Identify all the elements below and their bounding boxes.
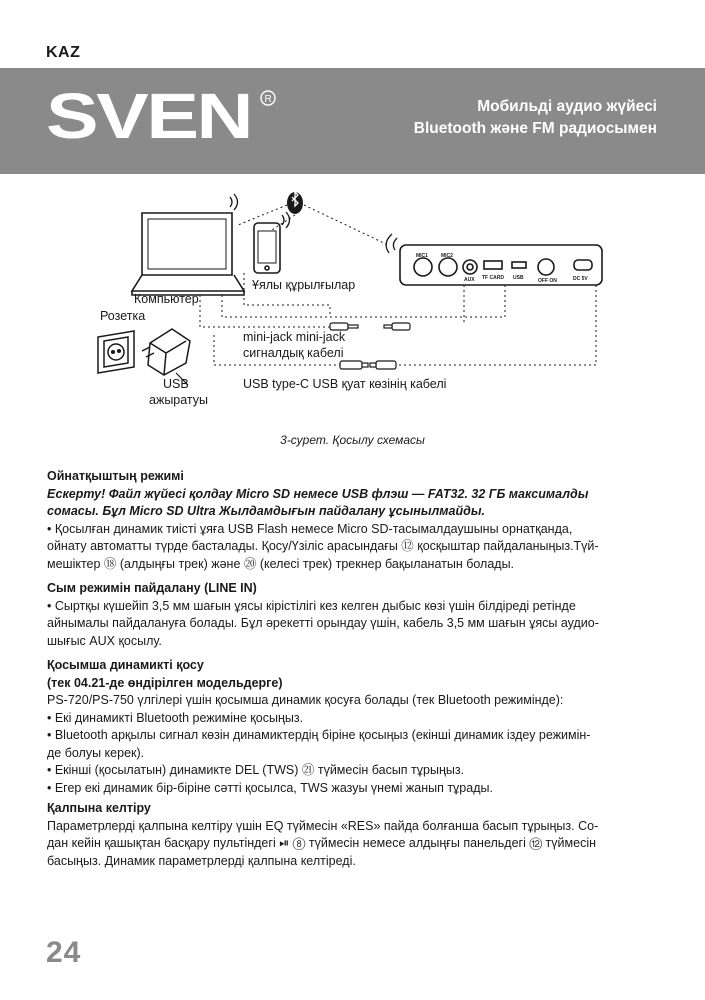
section-heading: Қалпына келтіру — [47, 801, 151, 815]
section-heading: Сым режимін пайдалану (LINE IN) — [47, 581, 257, 595]
wall-socket-icon — [98, 331, 134, 373]
svg-text:R: R — [264, 94, 272, 105]
port-label: DC 5V — [573, 276, 588, 282]
port-label: USB — [513, 275, 524, 281]
usb-cable-label: USB type-C USB қуат көзінің кабелі — [243, 377, 447, 391]
section-heading: Қосымша динамикті қосу — [47, 658, 204, 672]
body-text: шығыс AUX қосылу. — [47, 633, 162, 648]
computer-label: Компьютер — [134, 292, 199, 306]
body-text: • Егер екі динамик бір-біріне сәтті қосылса, TWS жазуы үнемі жанып тұрады. — [47, 780, 493, 795]
product-title — [414, 96, 657, 140]
section-linein — [47, 580, 657, 650]
section-subheading: (тек 04.21-де өндірілген модельдерге) — [47, 675, 283, 690]
port-label: MIC1 — [416, 253, 428, 259]
port-label: MIC2 — [441, 253, 453, 259]
bluetooth-icon — [287, 192, 303, 214]
port-label: AUX — [464, 277, 475, 283]
figure-caption: 3-сурет. Қосылу схемасы — [280, 433, 425, 447]
product-title-line1: Мобильді аудио жүйесі — [477, 98, 657, 115]
header-banner — [0, 68, 705, 174]
minijack-cable-icon — [330, 323, 410, 330]
section-reset — [47, 800, 657, 870]
warning-text: сомасы. Бұл Micro SD Ultra Жылдамдығын пайдалану ұсынылмайды. — [47, 504, 485, 518]
port-label: OFF ON — [538, 278, 557, 284]
section-player — [47, 468, 657, 573]
usb-cable-icon — [340, 361, 396, 369]
section-heading: Ойнатқыштың режимі — [47, 469, 184, 483]
body-text: • Екінші (қосылатын) динамикте DEL (TWS) ㉑ түймесін басып тұрыңыз. — [47, 763, 465, 777]
body-text: ойнату автоматты түрде басталады. Қосу/Үзіліс арасындағы ⑫ қосқыштар пайдаланыңыз.Түй- — [47, 539, 599, 553]
minijack-label-line1: mini-jack mini-jack — [243, 330, 346, 344]
product-title-line2: Bluetooth және FM радиосымен — [413, 120, 657, 137]
body-text: PS-720/PS-750 үлгілері үшін қосымша динамик қосуға болады (тек Bluetooth режимінде): — [47, 693, 564, 707]
body-text: • Екі динамикті Bluetooth режиміне қосыңыз. — [47, 710, 304, 725]
page-number: 24 — [46, 936, 82, 969]
usb-adapter-icon — [142, 329, 190, 375]
usb-adapter-label-line1: USB — [163, 377, 189, 391]
mobile-devices-label: Ұялы құрылғылар — [252, 278, 356, 292]
usb-adapter-label-line2: ажыратуы — [149, 393, 209, 407]
body-text: • Сыртқы күшейіп 3,5 мм шағын ұясы кірістілігі кез келген дыбыс көзі үшін білдіреді ретінде — [47, 598, 576, 613]
wifi-signal-icon — [230, 194, 238, 210]
language-code: KAZ — [46, 44, 81, 61]
body-text: Параметрлерді қалпына келтіру үшін EQ түймесін «RES» пайда болғанша басып тұрыңыз. Со- — [47, 818, 599, 833]
laptop-icon — [132, 213, 244, 295]
port-label: TF CARD — [482, 275, 504, 281]
socket-label: Розетка — [100, 309, 146, 323]
svg-text:SVEN: SVEN — [46, 86, 251, 146]
section-extra-speaker — [47, 657, 657, 797]
body-text: де болуы керек). — [47, 745, 145, 760]
phone-icon — [254, 223, 280, 273]
body-text: айнымалы пайдалануға болады. Бұл әрекетті орындау үшін, кабель 3,5 мм шағын ұясы аудио- — [47, 616, 599, 630]
sven-logo — [44, 86, 279, 146]
body-text: • Қосылған динамик тиісті ұяға USB Flash немесе Micro SD-тасымалдаушыны орнатқанда, — [47, 521, 573, 536]
connection-diagram — [0, 185, 705, 420]
body-text: дан кейін қашықтан басқару пультіндегі ⏯ ⑧ түймесін немесе алдыңғы панельдегі ⑫ түймесін — [47, 836, 596, 850]
minijack-label-line2: сигналдық кабелі — [243, 346, 344, 360]
warning-text: Ескерту! Файл жүйесі қолдау Micro SD немесе USB флэш — FAT32. 32 ГБ максималды — [47, 486, 589, 501]
body-text: • Bluetooth арқылы сигнал көзін динамиктердің біріне қосыңыз (екінші динамик іздеу режимін- — [47, 728, 591, 742]
body-text: басыңыз. Динамик параметрлерді қалпына келтіреді. — [47, 853, 356, 868]
body-text: мешіктер ⑱ (алдыңғы трек) және ⑳ (келесі трек) трекнер бақыланатын болады. — [47, 556, 515, 571]
